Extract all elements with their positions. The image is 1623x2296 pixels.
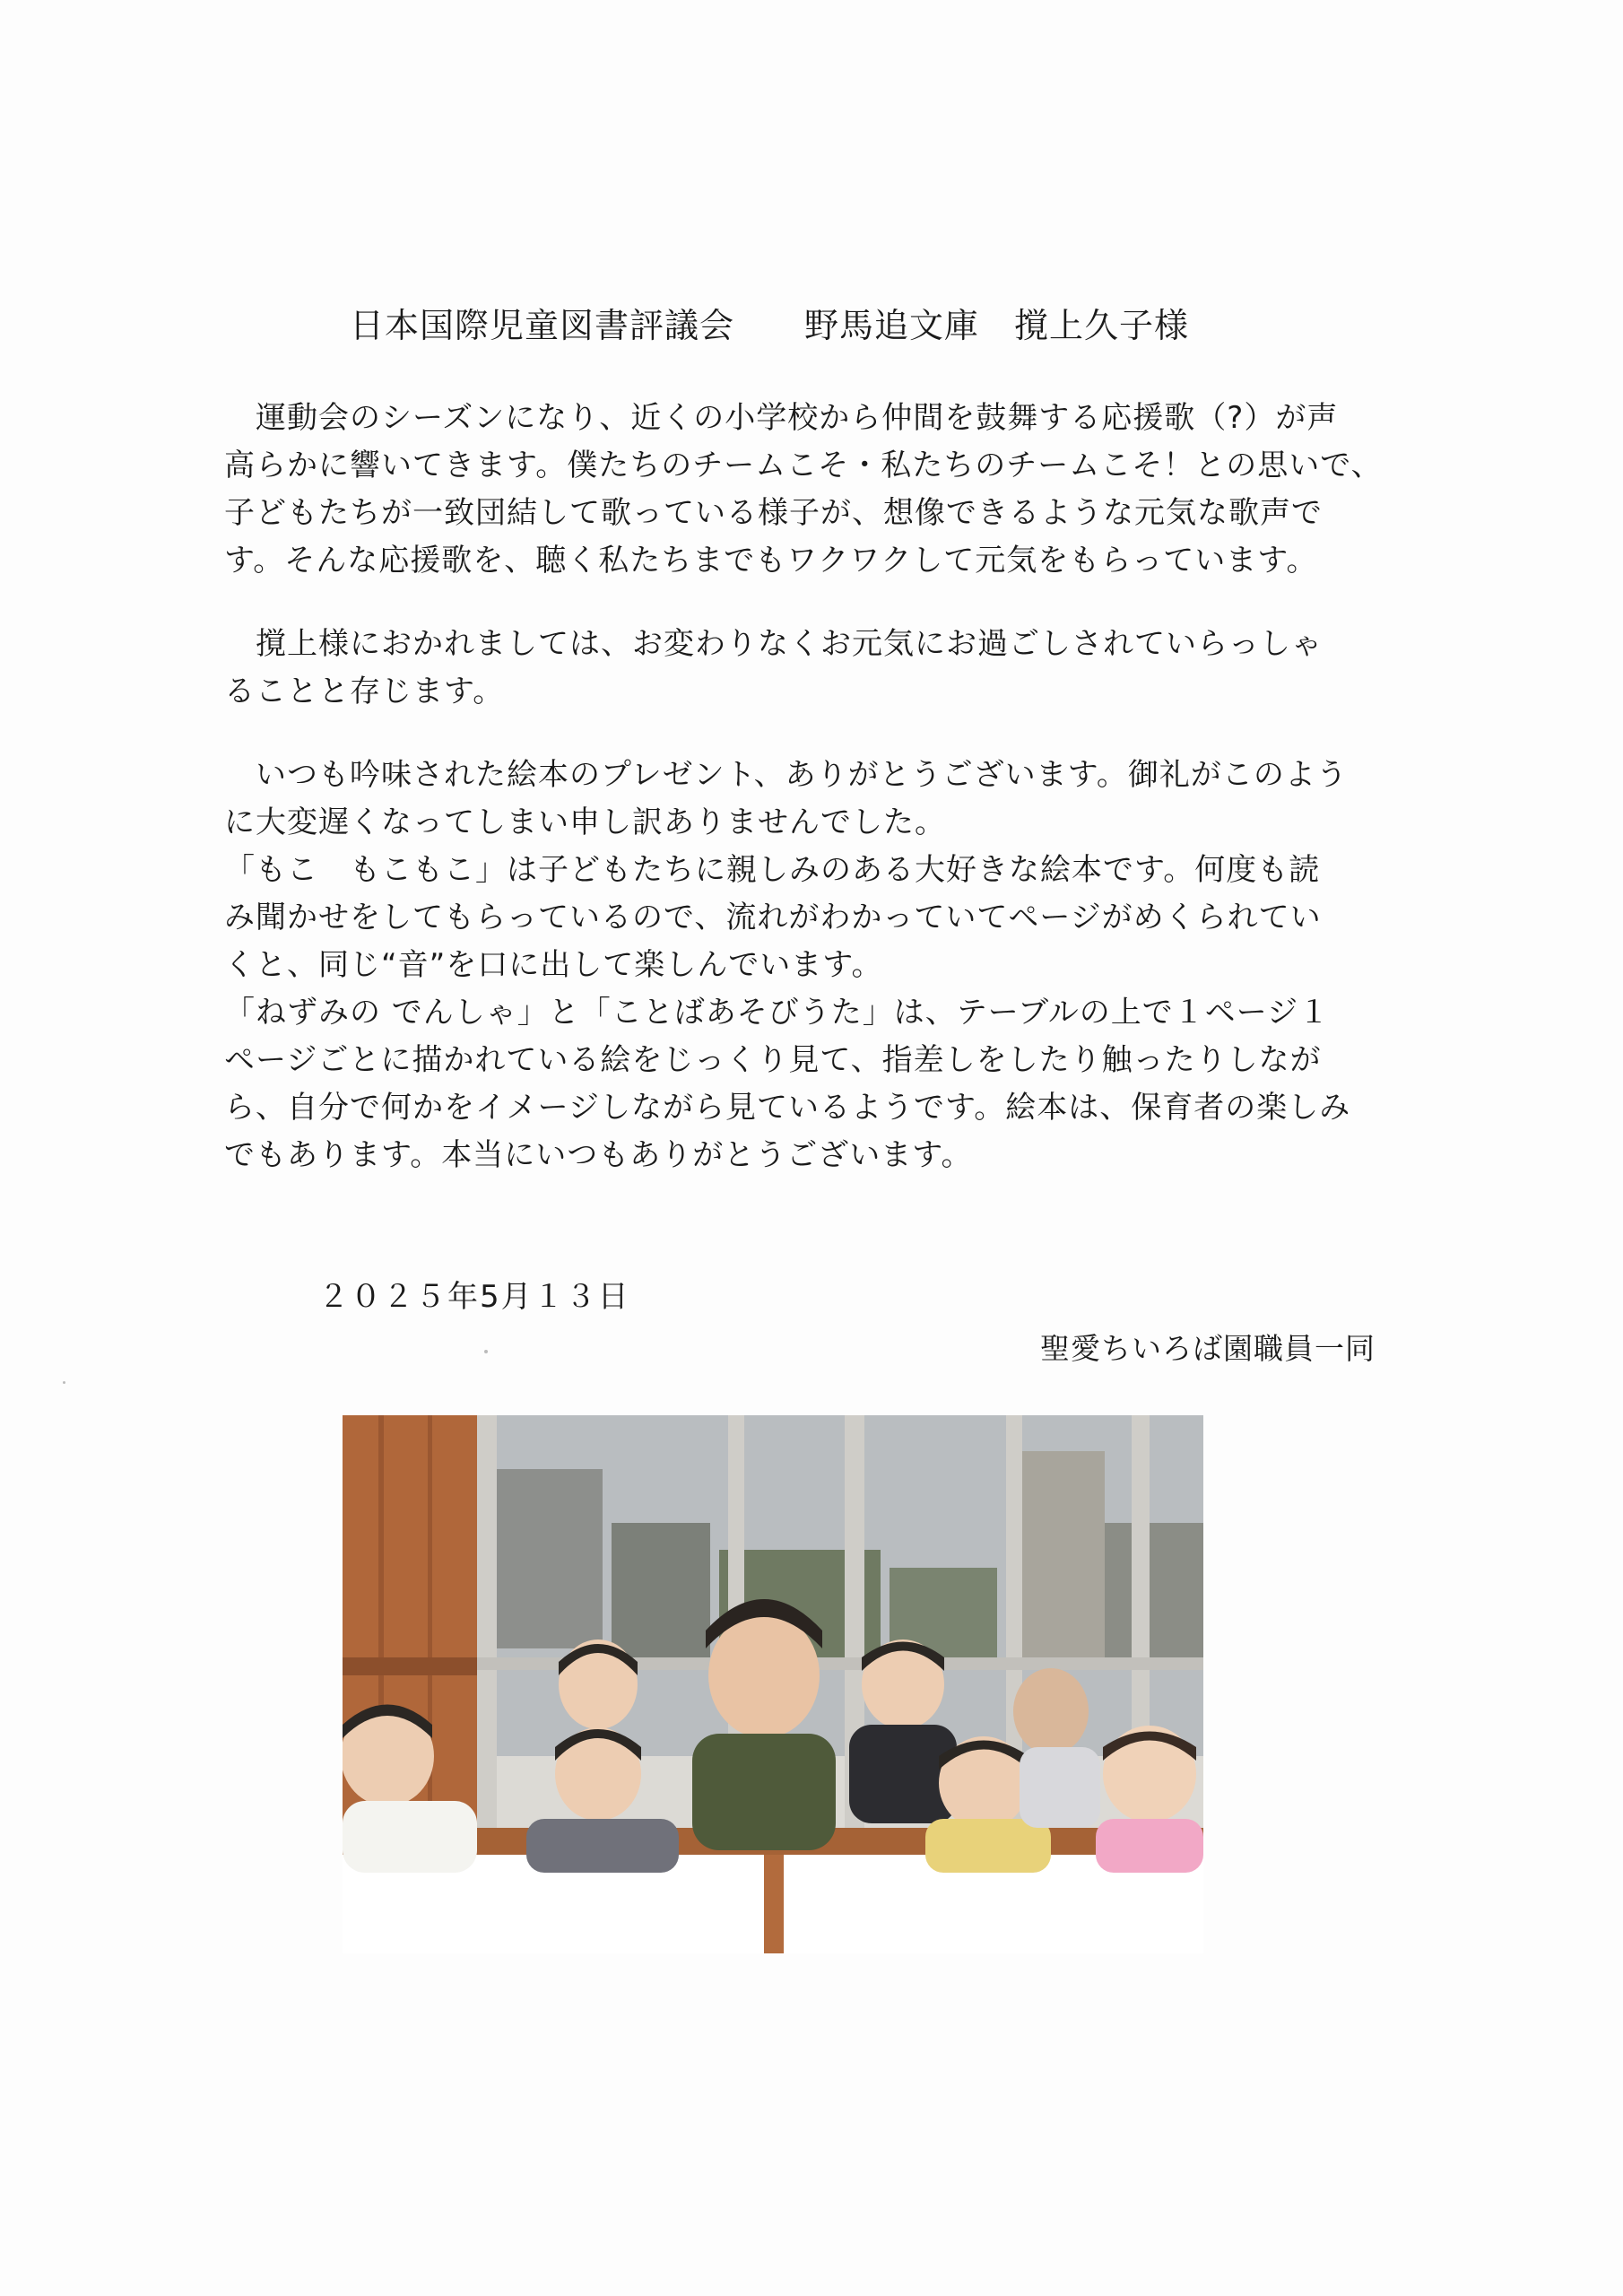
body-line: ることと存じます。 bbox=[224, 674, 505, 709]
body-line: 子どもたちが一致団結して歌っている様子が、想像できるような元気な歌声で bbox=[224, 495, 1323, 531]
body-line: 撹上様におかれましては、お変わりなくお元気にお過ごしされていらっしゃ bbox=[224, 626, 1323, 662]
body-line: いつも吟味された絵本のプレゼント、ありがとうございます。御礼がこのよう bbox=[224, 757, 1348, 793]
body-line: 運動会のシーズンになり、近くの小学校から仲間を鼓舞する応援歌（?）が声 bbox=[224, 400, 1339, 436]
body-line: ページごとに描かれている絵をじっくり見て、指差しをしたり触ったりしなが bbox=[224, 1042, 1322, 1078]
letter-signature: 聖愛ちいろば園職員一同 bbox=[1040, 1331, 1376, 1366]
body-line: み聞かせをしてもらっているので、流れがわかっていてページがめくられてい bbox=[224, 900, 1322, 935]
body-line: 高らかに響いてきます。僕たちのチームこそ・私たちのチームこそ！との思いで、 bbox=[224, 448, 1383, 483]
body-line: 「ねずみの でんしゃ」と「ことばあそびうた」は、テーブルの上で１ページ１ bbox=[224, 995, 1331, 1031]
body-line: でもあります。本当にいつもありがとうございます。 bbox=[224, 1137, 973, 1173]
letter-body bbox=[224, 395, 1435, 1179]
body-line: す。そんな応援歌を、聴く私たちまでもワクワクして元気をもらっています。 bbox=[224, 543, 1318, 578]
body-line: くと、同じ“音”を口に出して楽しんでいます。 bbox=[224, 947, 883, 983]
letter-date: ２０２５年5月１３日 bbox=[318, 1279, 630, 1315]
body-line: に大変遅くなってしまい申し訳ありませんでした。 bbox=[224, 804, 946, 840]
letter-addressee: 日本国際児童図書評議会 野馬追文庫 撹上久子様 bbox=[350, 306, 1190, 345]
body-line: 「もこ もこもこ」は子どもたちに親しみのある大好きな絵本です。何度も読 bbox=[224, 852, 1321, 888]
group-photo-icon bbox=[343, 1415, 1203, 1953]
body-line: ら、自分で何かをイメージしながら見ているようです。絵本は、保育者の楽しみ bbox=[224, 1090, 1351, 1126]
